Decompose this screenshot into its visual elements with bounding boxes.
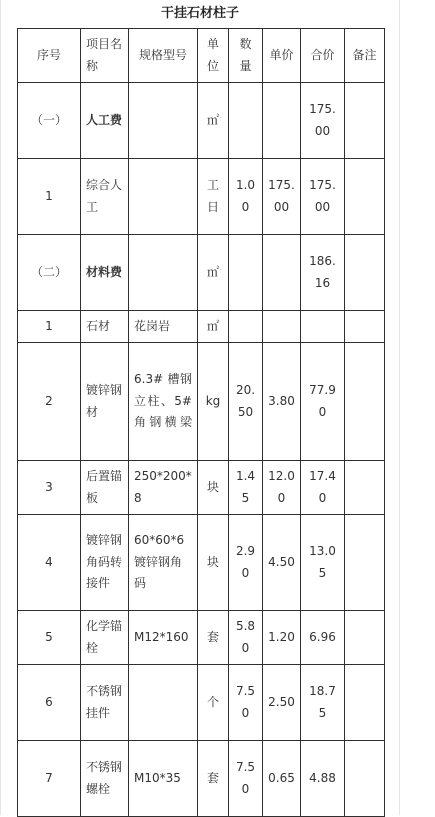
table-row (18, 515, 385, 611)
cell-qty: 2.90 (229, 515, 263, 611)
cell-spec: 60*60*6镀锌钢角码 (129, 515, 198, 611)
cell-qty: 5.80 (229, 611, 263, 665)
header-item: 项目名称 (81, 29, 129, 83)
cell-item: 镀锌钢材 (81, 343, 129, 461)
cell-price (263, 311, 301, 343)
cell-note (345, 741, 385, 817)
cell-item: 综合人工 (81, 159, 129, 235)
table-row (18, 343, 385, 461)
cell-total: 77.90 (301, 343, 345, 461)
cell-total: 13.05 (301, 515, 345, 611)
cell-qty: 1.45 (229, 461, 263, 515)
cell-price: 175.00 (263, 159, 301, 235)
cell-unit: 工日 (198, 159, 229, 235)
cell-qty: 7.50 (229, 665, 263, 741)
table-row (18, 611, 385, 665)
header-price: 单价 (263, 29, 301, 83)
cell-spec (129, 159, 198, 235)
cell-item: 材料费 (81, 235, 129, 311)
cell-unit: 块 (198, 515, 229, 611)
cell-note (345, 311, 385, 343)
cell-note (345, 235, 385, 311)
cell-unit: 个 (198, 665, 229, 741)
cell-total: 186.16 (301, 235, 345, 311)
cell-total: 175.00 (301, 83, 345, 159)
cell-price: 3.80 (263, 343, 301, 461)
cell-unit: ㎡ (198, 311, 229, 343)
cell-price (263, 83, 301, 159)
cell-price: 1.20 (263, 611, 301, 665)
cell-item: 不锈钢挂件 (81, 665, 129, 741)
cell-note (345, 611, 385, 665)
cell-no: 6 (18, 665, 81, 741)
table-row (18, 83, 385, 159)
cell-no: 4 (18, 515, 81, 611)
cell-note (345, 159, 385, 235)
cost-table (17, 28, 385, 817)
cell-note (345, 343, 385, 461)
cell-price (263, 235, 301, 311)
header-row (18, 29, 385, 83)
header-no: 序号 (18, 29, 81, 83)
cell-price: 12.00 (263, 461, 301, 515)
cell-item: 人工费 (81, 83, 129, 159)
table-row (18, 311, 385, 343)
cell-total: 175.00 (301, 159, 345, 235)
cell-unit: 套 (198, 611, 229, 665)
cell-item: 不锈钢螺栓 (81, 741, 129, 817)
cell-no: 1 (18, 159, 81, 235)
cell-spec: 花岗岩 (129, 311, 198, 343)
cell-no: 5 (18, 611, 81, 665)
table-row (18, 461, 385, 515)
cell-item: 化学锚栓 (81, 611, 129, 665)
header-unit: 单位 (198, 29, 229, 83)
table-row (18, 741, 385, 817)
cell-unit: kg (198, 343, 229, 461)
cell-total: 17.40 (301, 461, 345, 515)
cell-price: 0.65 (263, 741, 301, 817)
cell-qty (229, 311, 263, 343)
cell-note (345, 83, 385, 159)
cell-total (301, 311, 345, 343)
cell-spec: M12*160 (129, 611, 198, 665)
cell-unit: 套 (198, 741, 229, 817)
cell-qty: 7.50 (229, 741, 263, 817)
table-row (18, 159, 385, 235)
cell-no: （二） (18, 235, 81, 311)
cell-no: 1 (18, 311, 81, 343)
cell-total: 4.88 (301, 741, 345, 817)
cell-spec (129, 235, 198, 311)
header-qty: 数量 (229, 29, 263, 83)
cell-spec (129, 83, 198, 159)
table-title: 干挂石材柱子 (160, 6, 239, 21)
cell-total: 18.75 (301, 665, 345, 741)
header-spec: 规格型号 (129, 29, 198, 83)
cell-no: 2 (18, 343, 81, 461)
cell-item: 后置锚板 (81, 461, 129, 515)
cell-price: 2.50 (263, 665, 301, 741)
cell-note (345, 461, 385, 515)
cell-qty (229, 235, 263, 311)
cell-note (345, 515, 385, 611)
cell-unit: ㎡ (198, 235, 229, 311)
table-row (18, 665, 385, 741)
header-total: 合价 (301, 29, 345, 83)
cell-no: 3 (18, 461, 81, 515)
cell-spec: M10*35 (129, 741, 198, 817)
cell-spec (129, 665, 198, 741)
table-row (18, 235, 385, 311)
cell-spec: 250*200*8 (129, 461, 198, 515)
cell-qty: 1.00 (229, 159, 263, 235)
cell-no: （一） (18, 83, 81, 159)
cell-no: 7 (18, 741, 81, 817)
cell-unit: 块 (198, 461, 229, 515)
header-note: 备注 (345, 29, 385, 83)
cell-qty: 20.50 (229, 343, 263, 461)
cell-note (345, 665, 385, 741)
cell-spec: 6.3# 槽钢立柱、5# 角钢横梁 (129, 343, 198, 461)
cell-item: 镀锌钢角码转接件 (81, 515, 129, 611)
cell-total: 6.96 (301, 611, 345, 665)
cell-price: 4.50 (263, 515, 301, 611)
cell-unit: ㎡ (198, 83, 229, 159)
cell-qty (229, 83, 263, 159)
cell-item: 石材 (81, 311, 129, 343)
